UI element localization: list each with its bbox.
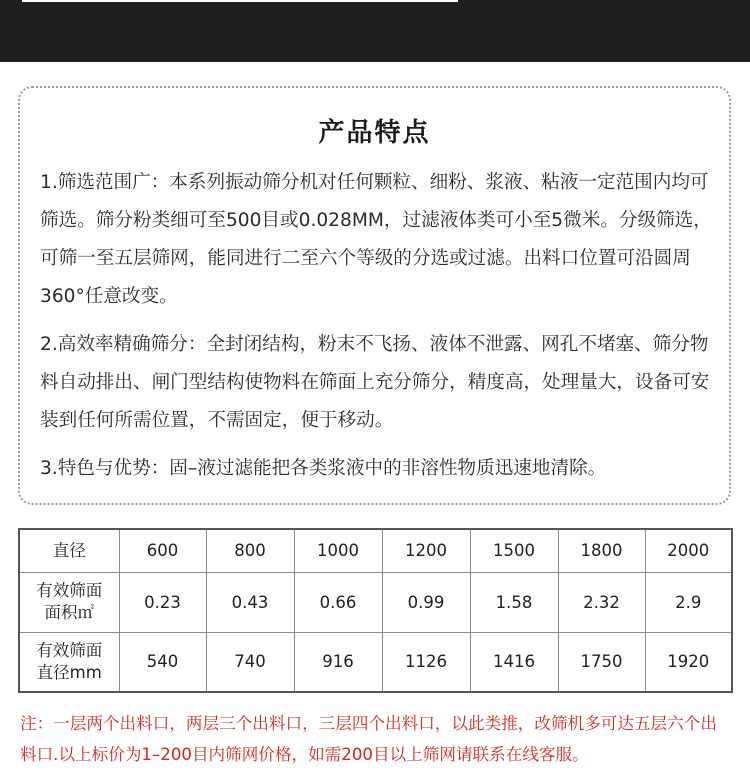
table-cell: 916 bbox=[294, 632, 382, 692]
row-header-line: 直径 bbox=[52, 540, 86, 560]
table-cell: 2.32 bbox=[558, 572, 645, 632]
table-cell: 1500 bbox=[470, 529, 558, 572]
row-header-diameter bbox=[19, 529, 119, 572]
table-cell: 800 bbox=[206, 529, 294, 572]
table-row-screen-area bbox=[19, 572, 732, 632]
price-note: 注：一层两个出料口，两层三个出料口，三层四个出料口，以此类推，改筛机多可达五层六个出料口.以上标价为1–200目内筛网价格，如需200目以上筛网请联系在线客服。 bbox=[20, 714, 717, 764]
table-cell: 2000 bbox=[645, 529, 732, 572]
feature-item-advantage: 3.特色与优势：固–液过滤能把各类浆液中的非溶性物质迅速地清除。 bbox=[40, 458, 607, 479]
table-cell: 540 bbox=[119, 632, 206, 692]
table-cell: 0.66 bbox=[294, 572, 382, 632]
feature-item-efficiency: 2.高效率精确筛分：全封闭结构，粉末不飞扬、液体不泄露、网孔不堵塞、筛分物料自动排出、闸门型结构使物料在筛面上充分筛分，精度高，处理量大，设备可安装到任何所需位置，不需固定，便于移动。 bbox=[40, 334, 710, 431]
table-cell: 1.58 bbox=[470, 572, 558, 632]
table-cell: 1000 bbox=[294, 529, 382, 572]
spec-table bbox=[18, 528, 733, 693]
features-list bbox=[40, 164, 716, 498]
row-header-screen-diameter bbox=[19, 632, 119, 692]
table-cell: 1200 bbox=[382, 529, 470, 572]
product-features-card bbox=[18, 86, 731, 505]
table-row-diameter bbox=[19, 529, 732, 572]
row-header-line: 有效筛面 bbox=[36, 581, 103, 600]
table-cell: 1750 bbox=[558, 632, 645, 692]
table-cell: 740 bbox=[206, 632, 294, 692]
table-cell: 1800 bbox=[558, 529, 645, 572]
row-header-line: 有效筛面 bbox=[36, 640, 103, 660]
banner-divider bbox=[22, 0, 458, 2]
features-title: 产品特点 bbox=[318, 118, 431, 148]
top-banner bbox=[0, 0, 750, 62]
table-row-screen-diameter bbox=[19, 632, 732, 692]
table-cell: 2.9 bbox=[645, 572, 732, 632]
table-cell: 0.99 bbox=[382, 572, 470, 632]
row-header-line: 直径mm bbox=[36, 662, 102, 682]
table-cell: 600 bbox=[119, 529, 206, 572]
table-cell: 1126 bbox=[382, 632, 470, 692]
row-header-screen-area bbox=[19, 572, 119, 632]
row-header-line: 面积㎡ bbox=[44, 603, 94, 622]
table-cell: 0.43 bbox=[206, 572, 294, 632]
table-cell: 1416 bbox=[470, 632, 558, 692]
table-cell: 0.23 bbox=[119, 572, 206, 632]
table-cell: 1920 bbox=[645, 632, 732, 692]
feature-item-range: 1.筛选范围广：本系列振动筛分机对任何颗粒、细粉、浆液、粘液一定范围内均可筛选。筛分粉类细可至500目或0.028MM，过滤液体类可小至5微米。分级筛选，可筛一至五层筛网，能同进行二至六个等级的分选或过滤。出料口位置可沿圆周360°任意改变。 bbox=[40, 172, 712, 307]
